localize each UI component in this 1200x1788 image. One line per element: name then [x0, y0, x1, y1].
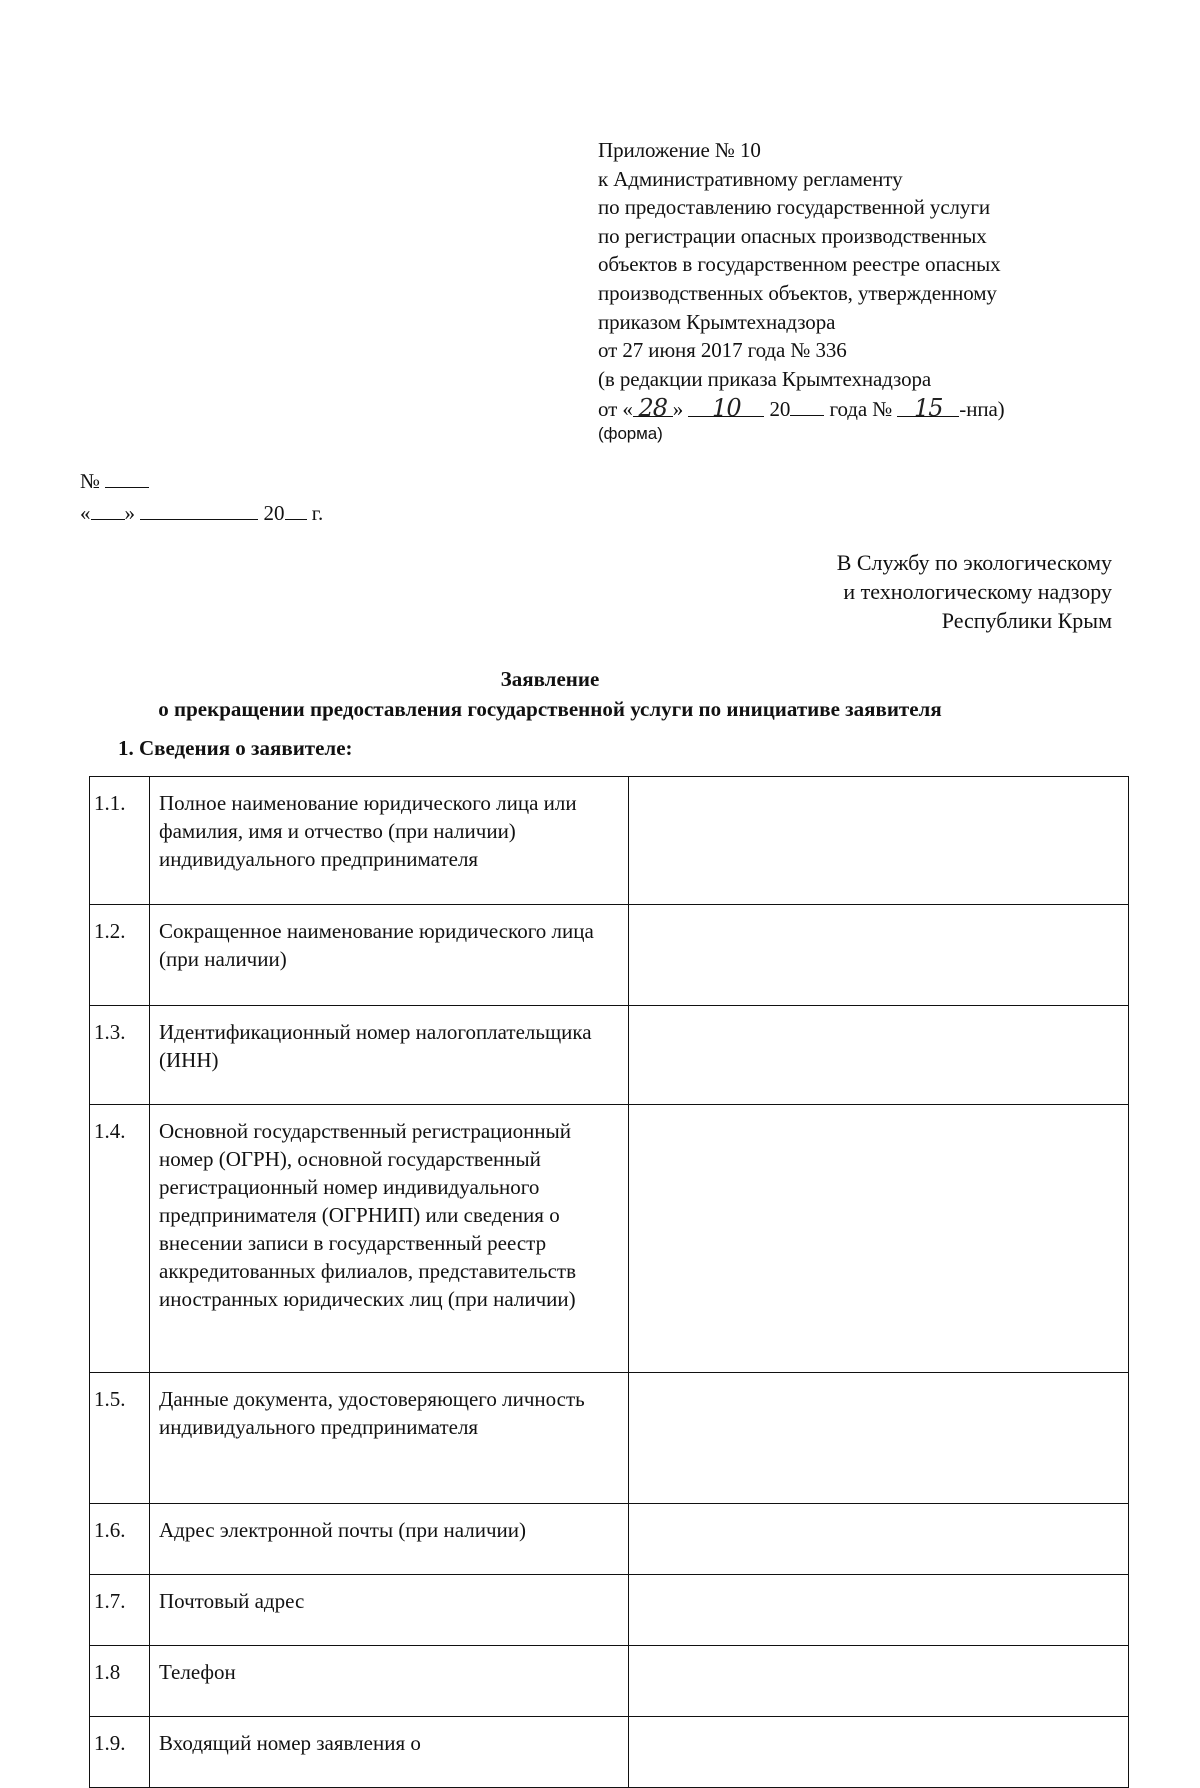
row-label: Входящий номер заявления о [150, 1717, 629, 1788]
revision-year-prefix: 20 [769, 397, 791, 422]
registration-date-line [80, 497, 323, 529]
row-value-field[interactable] [629, 1373, 1129, 1504]
row-value-field[interactable] [629, 777, 1129, 905]
appendix-header [598, 136, 1118, 444]
appendix-line: от 27 июня 2017 года № 336 [598, 338, 847, 363]
section-heading: 1. Сведения о заявителе: [118, 736, 353, 760]
row-value-field[interactable] [629, 1575, 1129, 1646]
revision-month-field [688, 394, 764, 423]
row-number: 1.8 [90, 1646, 150, 1717]
row-value-field[interactable] [629, 1646, 1129, 1717]
table-row [90, 905, 1129, 1006]
addressee-line: и технологическому надзору [843, 579, 1112, 604]
table-row [90, 1575, 1129, 1646]
row-number: 1.2. [90, 905, 150, 1006]
table-row [90, 1504, 1129, 1575]
table-row [90, 777, 1129, 905]
row-value-field[interactable] [629, 1717, 1129, 1788]
appendix-line: по предоставлению государственной услуги [598, 195, 990, 220]
registration-month-field [140, 497, 258, 520]
row-label: Основной государственный регистрационный номер (ОГРН), основной государственный регистрационный номер индивидуального предпринимателя (ОГРНИП) или сведения о внесении записи в государственный реестр аккредитованных филиалов, представительств иностранных юридических лиц (при наличии) [150, 1105, 629, 1373]
row-number: 1.6. [90, 1504, 150, 1575]
row-label: Адрес электронной почты (при наличии) [150, 1504, 629, 1575]
row-value-field[interactable] [629, 1105, 1129, 1373]
revision-number-handwritten: 15 [914, 394, 943, 423]
revision-quote-close: » [672, 397, 684, 422]
registration-number-line [80, 465, 323, 497]
addressee-line: Республики Крым [941, 608, 1112, 633]
row-label: Почтовый адрес [150, 1575, 629, 1646]
document-subtitle: о прекращении предоставления государственной услуги по инициативе заявителя [158, 697, 942, 721]
row-label: Идентификационный номер налогоплательщика (ИНН) [150, 1006, 629, 1105]
revision-suffix: -нпа) [959, 397, 1005, 422]
appendix-line: (в редакции приказа Крымтехнадзора [598, 366, 932, 391]
registration-day-field [91, 497, 125, 520]
table-row [90, 1373, 1129, 1504]
registration-number-field [105, 465, 149, 488]
table-row [90, 1006, 1129, 1105]
addressee-block [837, 548, 1112, 635]
row-number: 1.9. [90, 1717, 150, 1788]
row-label: Телефон [150, 1646, 629, 1717]
registration-block [80, 465, 323, 529]
registration-year-suffix: г. [311, 501, 324, 525]
document-title: Заявление [500, 667, 600, 691]
row-label: Полное наименование юридического лица или фамилия, имя и отчество (при наличии) индивидуального предпринимателя [150, 777, 629, 905]
revision-month-handwritten: 10 [712, 394, 741, 423]
row-label: Данные документа, удостоверяющего личность индивидуального предпринимателя [150, 1373, 629, 1504]
table-row [90, 1105, 1129, 1373]
row-number: 1.3. [90, 1006, 150, 1105]
applicant-info-table [89, 776, 1129, 1788]
revision-day-handwritten: 28 [638, 394, 668, 423]
registration-year-prefix: 20 [263, 501, 285, 525]
registration-date-close: » [124, 501, 135, 525]
appendix-line: приказом Крымтехнадзора [598, 309, 836, 334]
appendix-line: производственных объектов, утвержденному [598, 280, 997, 305]
row-value-field[interactable] [629, 905, 1129, 1006]
appendix-line: Приложение № 10 [598, 138, 761, 162]
appendix-line: объектов в государственном реестре опасных [598, 252, 1001, 277]
document-title-block [0, 664, 1100, 724]
revision-line [598, 393, 1118, 424]
revision-year-suffix: года № [829, 397, 893, 422]
revision-day-field [633, 394, 673, 423]
registration-date-open: « [80, 501, 91, 525]
revision-prefix: от « [598, 397, 633, 422]
addressee-line: В Службу по экологическому [836, 550, 1112, 575]
row-number: 1.7. [90, 1575, 150, 1646]
revision-number-field [897, 394, 959, 423]
table-row [90, 1646, 1129, 1717]
registration-year-field [285, 497, 307, 520]
row-value-field[interactable] [629, 1006, 1129, 1105]
row-number: 1.5. [90, 1373, 150, 1504]
row-number: 1.1. [90, 777, 150, 905]
revision-year-field [790, 393, 824, 416]
appendix-line: по регистрации опасных производственных [598, 223, 987, 248]
row-number: 1.4. [90, 1105, 150, 1373]
row-value-field[interactable] [629, 1504, 1129, 1575]
registration-number-label: № [80, 469, 101, 493]
appendix-line: к Административному регламенту [598, 166, 903, 191]
row-label: Сокращенное наименование юридического лица (при наличии) [150, 905, 629, 1006]
table-row [90, 1717, 1129, 1788]
form-note: (форма) [598, 423, 663, 443]
